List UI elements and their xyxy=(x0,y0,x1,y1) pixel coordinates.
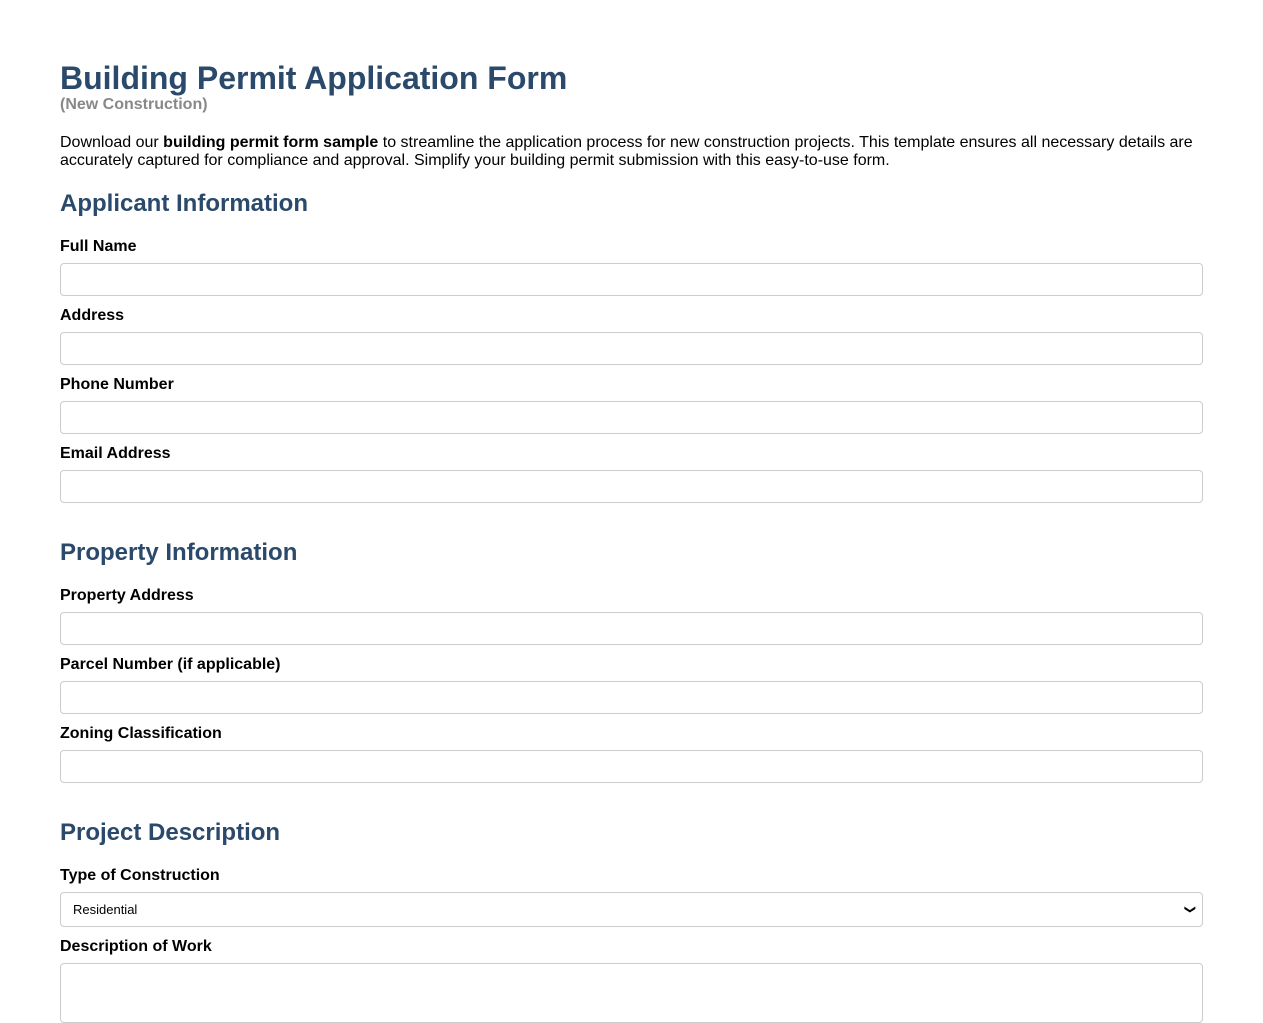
intro-text xyxy=(60,134,1203,170)
parcel-number-input[interactable] xyxy=(60,681,1203,714)
phone-number-label: Phone Number xyxy=(60,376,174,393)
intro-bold: building permit form sample xyxy=(163,134,379,151)
intro-before: Download our xyxy=(60,134,164,151)
email-address-input[interactable] xyxy=(60,470,1203,503)
full-name-label: Full Name xyxy=(60,238,137,255)
section-project-description: Project Description xyxy=(60,819,281,846)
description-of-work-textarea[interactable] xyxy=(60,963,1203,1023)
parcel-number-label: Parcel Number (if applicable) xyxy=(60,656,281,673)
permit-form xyxy=(60,0,1203,1023)
address-label: Address xyxy=(60,307,125,324)
property-address-label: Property Address xyxy=(60,587,194,604)
zoning-classification-label: Zoning Classification xyxy=(60,725,222,742)
email-address-label: Email Address xyxy=(60,445,171,462)
full-name-input[interactable] xyxy=(60,263,1203,296)
intro-after: to streamline the application process for new construction projects. This template ensures all necessary details are accurately captured for compliance and approval. Simplify your building permit submission with this easy-to-use form. xyxy=(60,134,1193,169)
page-subtitle: (New Construction) xyxy=(60,96,208,113)
section-applicant-information: Applicant Information xyxy=(60,190,308,217)
section-property-information: Property Information xyxy=(60,539,298,566)
select-value: Residential xyxy=(73,902,138,917)
type-of-construction-select[interactable] xyxy=(60,892,1203,927)
description-of-work-label: Description of Work xyxy=(60,938,212,955)
type-of-construction-label: Type of Construction xyxy=(60,867,220,884)
chevron-down-icon: ❯ xyxy=(1183,904,1196,915)
phone-number-input[interactable] xyxy=(60,401,1203,434)
address-input[interactable] xyxy=(60,332,1203,365)
page-title: Building Permit Application Form xyxy=(60,60,568,96)
property-address-input[interactable] xyxy=(60,612,1203,645)
zoning-classification-input[interactable] xyxy=(60,750,1203,783)
